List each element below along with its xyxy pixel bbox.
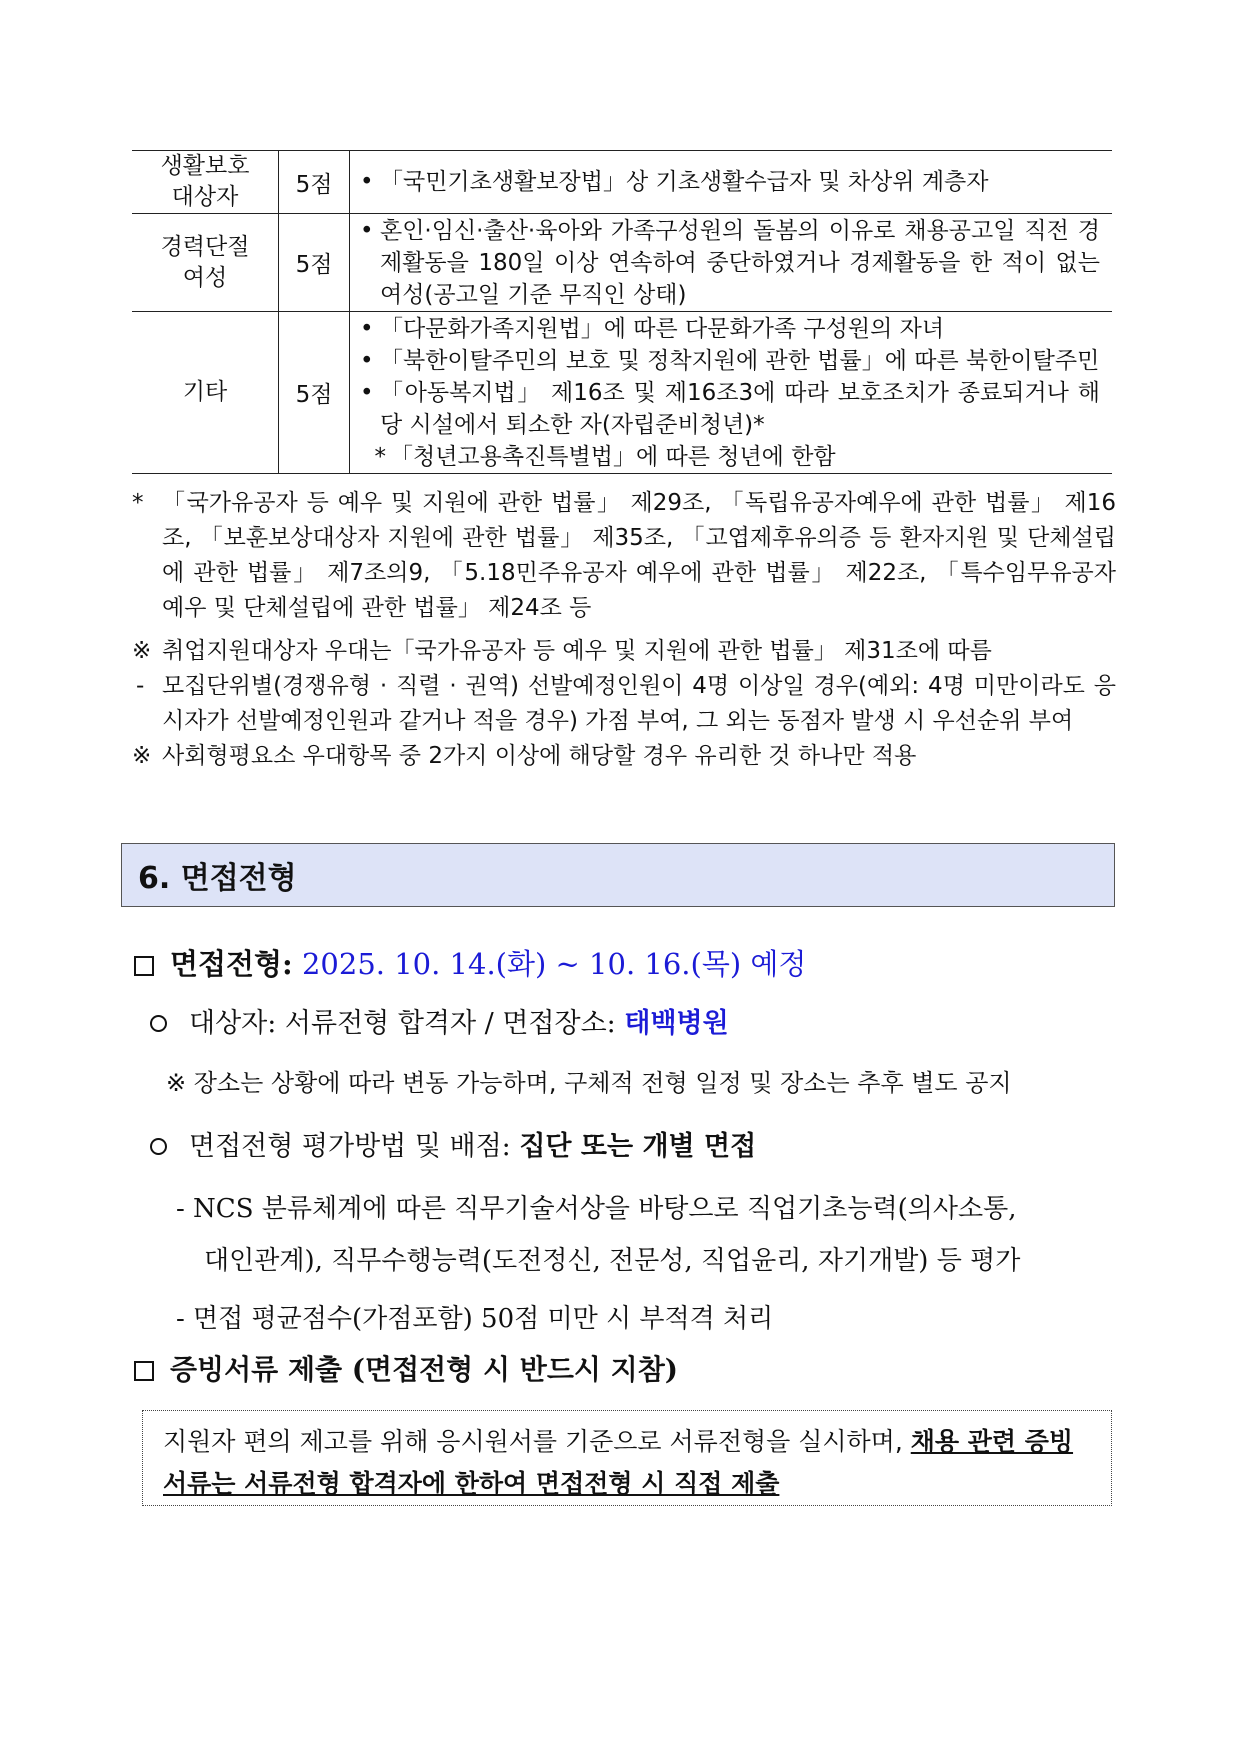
list-item: • 「국민기초생활보장법」상 기초생활수급자 및 차상위 계층자 xyxy=(360,169,989,195)
notes-block xyxy=(132,486,1116,774)
reference-note: ※ 취업지원대상자 우대는「국가유공자 등 예우 및 지원에 관한 법률」 제31조에 따름 xyxy=(132,638,992,664)
method-value: 집단 또는 개별 면접 xyxy=(519,1131,757,1162)
category-label: 기타 xyxy=(182,379,228,405)
interview-target xyxy=(150,1001,729,1040)
reference-note: ※ 사회형평요소 우대항목 중 2가지 이상에 해당할 경우 유리한 것 하나만 적용 xyxy=(132,743,917,769)
checkbox-square-icon xyxy=(134,956,154,976)
points-cell: 5점 xyxy=(279,214,350,312)
section-header xyxy=(121,843,1115,907)
section-title: 6. 면접전형 xyxy=(138,861,297,896)
footnote: * 「국가유공자 등 예우 및 지원에 관한 법률」 제29조, 「독립유공자예우에 관한 법률」 제16조, 「보훈보상대상자 지원에 관한 법률」 제35조, 「고엽제후유의증 등 환자지원 및 단체설립에 관한 법률」 제7조의9, 「5.18민주유공자 예우에 관한 법률」 제22조, 「특수임무유공자 예우 및 단체설립에 관한 법률」 제24조 등 xyxy=(132,490,1116,621)
method-label: 면접전형 평가방법 및 배점: xyxy=(189,1131,511,1162)
category-cell xyxy=(132,151,279,214)
place-note: ※ 장소는 상황에 따라 변동 가능하며, 구체적 전형 일정 및 장소는 추후 별도 공지 xyxy=(166,1069,1012,1097)
description-cell xyxy=(350,312,1113,474)
description-cell xyxy=(350,214,1113,312)
category-label: 생활보호 xyxy=(160,153,250,179)
list-item: * 「청년고용촉진특별법」에 따른 청년에 한함 xyxy=(374,443,836,470)
category-cell xyxy=(132,312,279,474)
bonus-points-table xyxy=(132,150,1112,474)
category-label: 여성 xyxy=(182,264,228,291)
points-cell: 5점 xyxy=(279,151,350,214)
list-item: • 「북한이탈주민의 보호 및 정착지원에 관한 법률」에 따른 북한이탈주민 xyxy=(360,347,1100,374)
category-label: 경력단절 xyxy=(160,233,250,260)
ncs-line-1: - NCS 분류체계에 따른 직무기술서상을 바탕으로 직업기초능력(의사소통, xyxy=(176,1194,1017,1224)
description-cell xyxy=(350,151,1113,214)
target-place: 태백병원 xyxy=(624,1008,729,1039)
interview-schedule xyxy=(134,942,806,983)
docs-title: 증빙서류 제출 (면접전형 시 반드시 지참) xyxy=(134,1348,678,1388)
circle-bullet-icon xyxy=(150,1138,167,1155)
notice-text: 지원자 편의 제고를 위해 응시원서를 기준으로 서류전형을 실시하며, xyxy=(163,1427,911,1456)
points-cell: 5점 xyxy=(279,312,350,474)
circle-bullet-icon xyxy=(150,1015,167,1032)
target-label: 대상자: 서류전형 합격자 / 면접장소: xyxy=(189,1008,616,1039)
interview-method xyxy=(150,1124,756,1163)
category-label: 대상자 xyxy=(171,184,239,210)
notice-emphasis: 채용 관련 증빙 서류는 서류전형 합격자에 한하여 면접전형 시 직접 제출 xyxy=(163,1427,1074,1498)
fail-line: - 면접 평균점수(가점포함) 50점 미만 시 부적격 처리 xyxy=(176,1304,774,1334)
table-row xyxy=(132,151,1112,214)
documents-notice-box xyxy=(142,1410,1112,1506)
checkbox-square-icon xyxy=(134,1361,154,1381)
list-item: • 「다문화가족지원법」에 따른 다문화가족 구성원의 자녀 xyxy=(360,315,945,342)
table-row xyxy=(132,312,1112,474)
list-item: • 혼인·임신·출산·육아와 가족구성원의 돌봄의 이유로 채용공고일 직전 경제활동을 180일 이상 연속하여 중단하였거나 경제활동을 한 적이 없는 여성(공고일 기준 무직인 상태) xyxy=(360,217,1100,308)
ncs-line-2: 대인관계), 직무수행능력(도전정신, 전문성, 직업윤리, 자기개발) 등 평가 xyxy=(204,1246,1021,1276)
dash-note: - 모집단위별(경쟁유형 · 직렬 · 권역) 선발예정인원이 4명 이상일 경우(예외: 4명 미만이라도 응시자가 선발예정인원과 같거나 적을 경우) 가점 부여, 그 외는 동점자 발생 시 우선순위 부여 xyxy=(136,673,1116,734)
schedule-label: 면접전형: xyxy=(170,947,293,981)
table-row xyxy=(132,214,1112,312)
schedule-value: 2025. 10. 14.(화) ~ 10. 16.(목) 예정 xyxy=(301,947,807,981)
list-item: • 「아동복지법」 제16조 및 제16조3에 따라 보호조치가 종료되거나 해당 시설에서 퇴소한 자(자립준비청년)* xyxy=(360,379,1100,438)
category-cell xyxy=(132,214,279,312)
